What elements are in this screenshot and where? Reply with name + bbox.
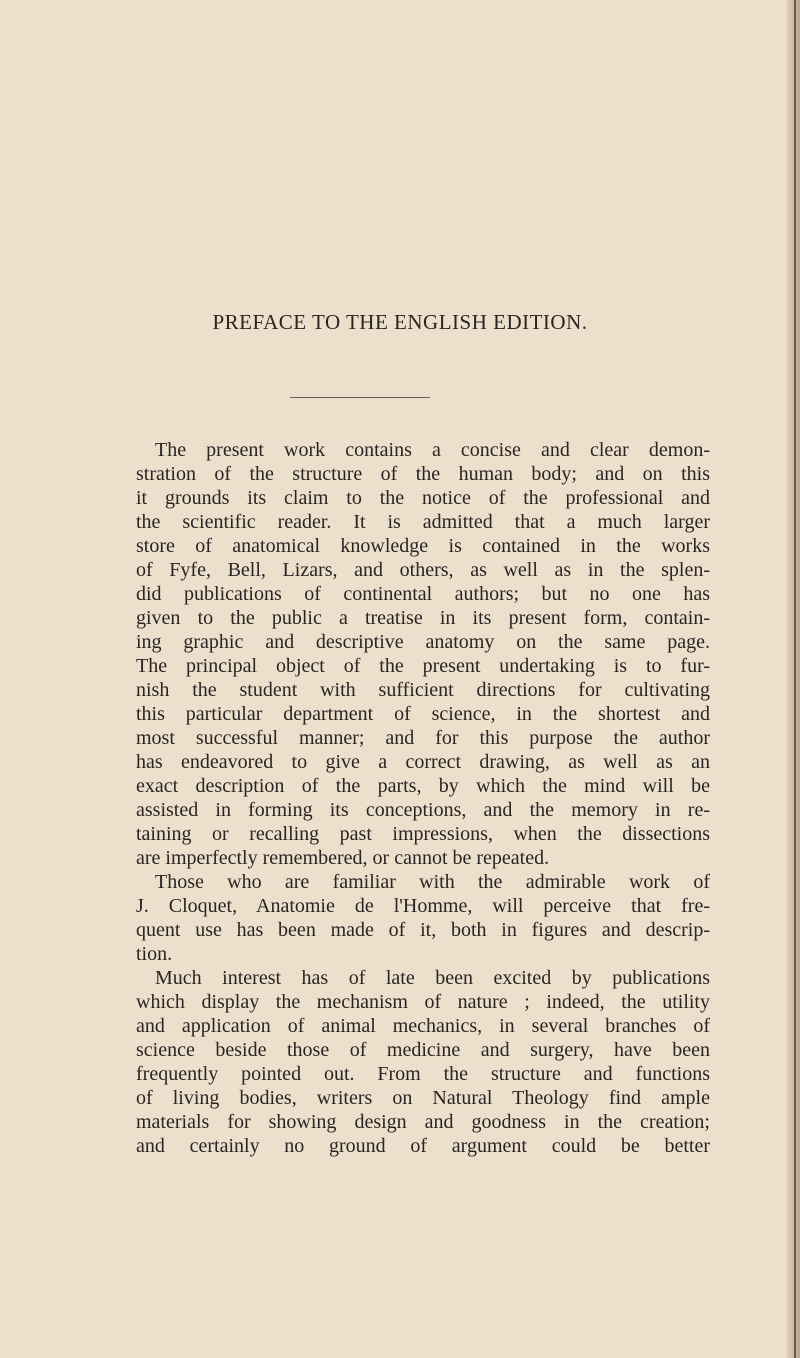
text-line: taining or recalling past impressions, when the dissections <box>136 823 710 845</box>
page-edge <box>786 0 800 1358</box>
text-line: has endeavored to give a correct drawing, as well as an <box>136 751 710 773</box>
text-line: did publications of continental authors; but no one has <box>136 583 710 605</box>
text-line: store of anatomical knowledge is contained in the works <box>136 535 710 557</box>
text-line: science beside those of medicine and surgery, have been <box>136 1039 710 1061</box>
text-line: exact description of the parts, by which the mind will be <box>136 775 710 797</box>
page-heading: PREFACE TO THE ENGLISH EDITION. <box>212 310 588 334</box>
text-line: and application of animal mechanics, in several branches of <box>136 1015 710 1037</box>
text-line: assisted in forming its conceptions, and the memory in re- <box>136 799 710 821</box>
text-line: given to the public a treatise in its present form, contain- <box>136 607 710 629</box>
text-line: it grounds its claim to the notice of the professional and <box>136 487 710 509</box>
text-line: stration of the structure of the human body; and on this <box>136 463 710 485</box>
text-line: this particular department of science, in the shortest and <box>136 703 710 725</box>
text-line: of Fyfe, Bell, Lizars, and others, as well as in the splen- <box>136 559 710 581</box>
page-edge-line <box>794 0 796 1358</box>
text-line: nish the student with sufficient directions for cultivating <box>136 679 710 701</box>
text-line: The principal object of the present undertaking is to fur- <box>136 655 710 677</box>
text-line: Those who are familiar with the admirable work of <box>155 871 710 893</box>
text-line: which display the mechanism of nature ; indeed, the utility <box>136 991 710 1013</box>
text-line: frequently pointed out. From the structure and functions <box>136 1063 710 1085</box>
text-line: Much interest has of late been excited by publications <box>155 967 710 989</box>
text-line: ing graphic and descriptive anatomy on the same page. <box>136 631 710 653</box>
text-line: tion. <box>136 943 173 965</box>
text-line: The present work contains a concise and clear demon- <box>155 439 710 461</box>
text-line: most successful manner; and for this purpose the author <box>136 727 710 749</box>
heading-rule <box>290 397 430 398</box>
text-line: the scientific reader. It is admitted that a much larger <box>136 511 710 533</box>
text-line: J. Cloquet, Anatomie de l'Homme, will perceive that fre- <box>136 895 710 917</box>
text-line: quent use has been made of it, both in figures and descrip- <box>136 919 710 941</box>
text-line: are imperfectly remembered, or cannot be repeated. <box>136 847 550 869</box>
text-line: and certainly no ground of argument could be better <box>136 1135 710 1157</box>
text-line: materials for showing design and goodness in the creation; <box>136 1111 710 1133</box>
text-line: of living bodies, writers on Natural Theology find ample <box>136 1087 710 1109</box>
